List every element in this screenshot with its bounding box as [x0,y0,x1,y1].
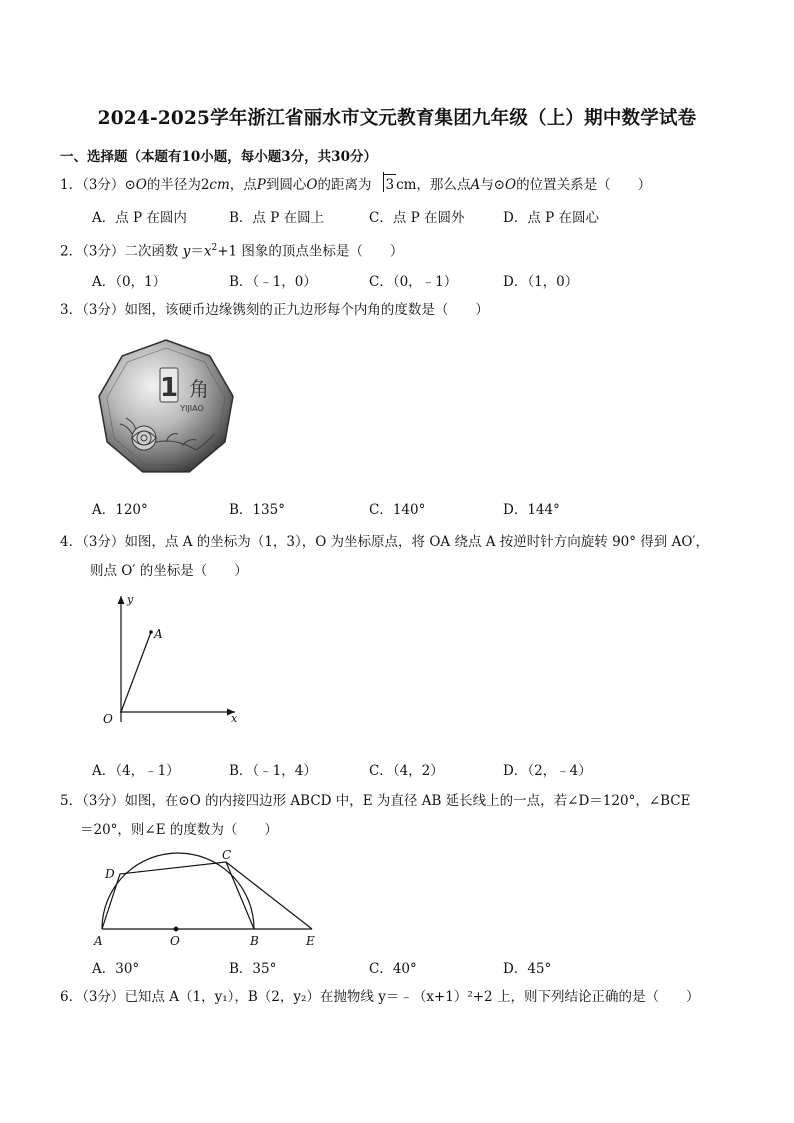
question-score: （3分） [82,177,125,193]
label-a: A [94,934,103,948]
question-4-line1 [60,532,709,552]
x-label: x [231,712,238,725]
option-d[interactable]: D．点 P 在圆心 [503,210,599,226]
page-title: 2024-2025学年浙江省丽水市文元教育集团九年级（上）期中数学试卷 [97,108,697,129]
option-a[interactable]: A．点 P 在圆内 [92,210,187,226]
text-run: 的位置关系是（ ） [516,177,652,193]
quadrilateral-abcd [102,862,254,929]
question-number: 3． [60,302,83,318]
radicand: 3 [383,174,396,195]
option-d[interactable]: D．（1，0） [503,274,579,290]
question-4-line2: 则点 O′ 的坐标是（ ） [90,563,248,579]
sqrt-expression [373,174,396,195]
text-var: O [505,177,517,193]
question-6 [60,987,699,1007]
option-d[interactable]: D．144° [503,502,560,518]
question-3 [60,300,489,320]
label-d: D [105,867,115,881]
question-number: 5． [60,793,83,809]
option-b[interactable]: B．（﹣1，0） [229,274,317,290]
label-o: O [170,934,180,948]
question-number: 1． [60,177,83,193]
label-b: B [250,934,259,948]
question-text: 已知点 A（1，y₁），B（2，y₂）在抛物线 y＝﹣（x+1）²+2 上，则下列结论正确的是（ ） [124,989,700,1005]
option-a[interactable]: A．（0，1） [92,274,167,290]
text-run: 二次函数 [124,243,183,260]
semicircle-arc [102,853,254,929]
a-label: A [154,627,163,641]
center-point [174,927,179,932]
coin-char: 角 [189,377,209,401]
option-c[interactable]: C．40° [369,961,417,977]
option-c[interactable]: C．（0，﹣1） [369,274,458,290]
option-a[interactable]: A．120° [92,502,148,518]
question-number: 2． [60,243,83,260]
coin-figure [96,338,236,478]
text-var: x [203,243,212,260]
label-c: C [222,848,232,862]
question-score: （3分） [82,989,125,1005]
coin-digit: 1 [159,373,179,403]
text-run: cm，那么点 [396,177,471,193]
option-c[interactable]: C．（4，2） [369,763,444,779]
exponent: 2 [211,243,218,253]
option-b[interactable]: B．35° [229,961,277,977]
text-run: ，点 [229,177,257,193]
coin-nonagon-edge [99,340,233,472]
question-text: 如图，该硬币边缘镌刻的正九边形每个内角的度数是（ ） [124,302,489,318]
text-unit: cm [209,177,230,193]
text-var: A [470,177,481,193]
coordinate-figure [90,590,250,730]
text-run: 与⊙ [480,177,505,193]
question-score: （3分） [82,243,125,260]
question-2 [60,238,403,262]
question-text: 如图，在⊙O 的内接四边形 ABCD 中，E 为直径 AB 延长线上的一点，若∠D＝120°，∠BCE [124,793,691,809]
circle-symbol: ⊙ [124,177,136,193]
y-label: y [127,593,134,606]
point-a [149,630,153,634]
question-1 [60,174,651,195]
y-axis-arrow [118,596,125,604]
text-var: y [182,243,191,260]
option-d[interactable]: D．（2，﹣4） [503,763,592,779]
option-b[interactable]: B．点 P 在圆上 [229,210,325,226]
option-b[interactable]: B．（﹣1，4） [229,763,317,779]
option-d[interactable]: D．45° [503,961,552,977]
question-number: 6． [60,989,83,1005]
question-5-line1 [60,791,690,811]
origin-label: O [103,712,113,726]
text-run: ＝ [190,243,204,260]
text-var: P [256,177,266,193]
question-score: （3分） [82,302,125,318]
option-c[interactable]: C．140° [369,502,426,518]
question-text: 如图，点 A 的坐标为（1，3），O 为坐标原点，将 OA 绕点 A 按逆时针方向旋转 90° 得到 AO′， [124,534,709,550]
text-run: 的半径为2 [146,177,210,193]
question-score: （3分） [82,534,125,550]
section-heading: 一、选择题（本题有10小题，每小题3分，共30分） [60,149,377,165]
question-number: 4． [60,534,83,550]
segment-oa [121,632,151,712]
text-run: 的距离为 [317,177,372,193]
text-run: +1 图象的顶点坐标是（ ） [217,243,404,260]
text-var: O [306,177,318,193]
question-score: （3分） [82,793,125,809]
option-a[interactable]: A．30° [92,961,140,977]
option-c[interactable]: C．点 P 在圆外 [369,210,465,226]
option-b[interactable]: B．135° [229,502,285,518]
text-var: O [135,177,147,193]
option-a[interactable]: A．（4，﹣1） [92,763,180,779]
line-ce [226,862,312,929]
label-e: E [306,934,315,948]
circle-figure [90,848,330,948]
text-run: 到圆心 [265,177,307,193]
question-5-line2: ＝20°，则∠E 的度数为（ ） [80,822,278,838]
coin-pinyin: YIJIAO [180,404,204,413]
